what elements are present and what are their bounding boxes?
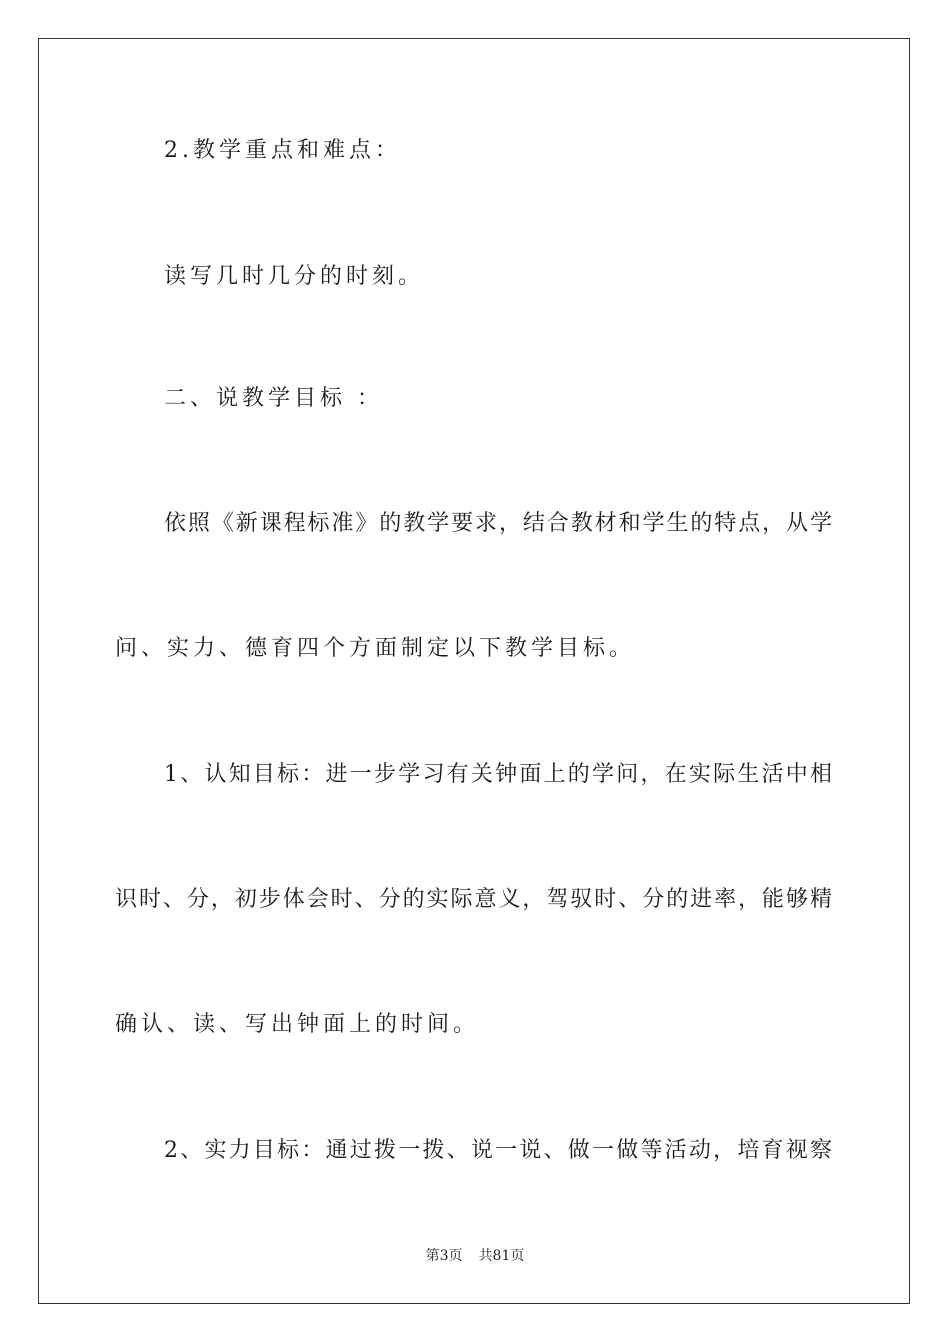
text-line-ability-goal-1: 2、实力目标：通过拨一拨、说一说、做一做等活动，培育视察	[164, 1138, 832, 1163]
page-footer	[0, 1246, 950, 1266]
text-line-heading-key-points: 2.教学重点和难点：	[164, 138, 401, 163]
text-line-cognitive-goal-1: 1、认知目标：进一步学习有关钟面上的学问，在实际生活中相	[164, 762, 832, 787]
text-line-key-points-content: 读写几时几分的时刻。	[164, 264, 425, 289]
page-border	[38, 38, 910, 1304]
text-line-objectives-intro-2: 问、实力、德育四个方面制定以下教学目标。	[115, 636, 636, 661]
text-line-cognitive-goal-2: 识时、分，初步体会时、分的实际意义，驾驭时、分的进率，能够精	[115, 887, 832, 912]
page-number: 第3页	[425, 1248, 463, 1264]
text-line-heading-objectives: 二、说教学目标 ：	[164, 386, 383, 411]
text-line-objectives-intro-1: 依照《新课程标准》的教学要求，结合教材和学生的特点，从学	[164, 511, 832, 536]
text-line-cognitive-goal-3: 确认、读、写出钟面上的时间。	[115, 1012, 480, 1037]
page-total: 共81页	[478, 1248, 525, 1264]
